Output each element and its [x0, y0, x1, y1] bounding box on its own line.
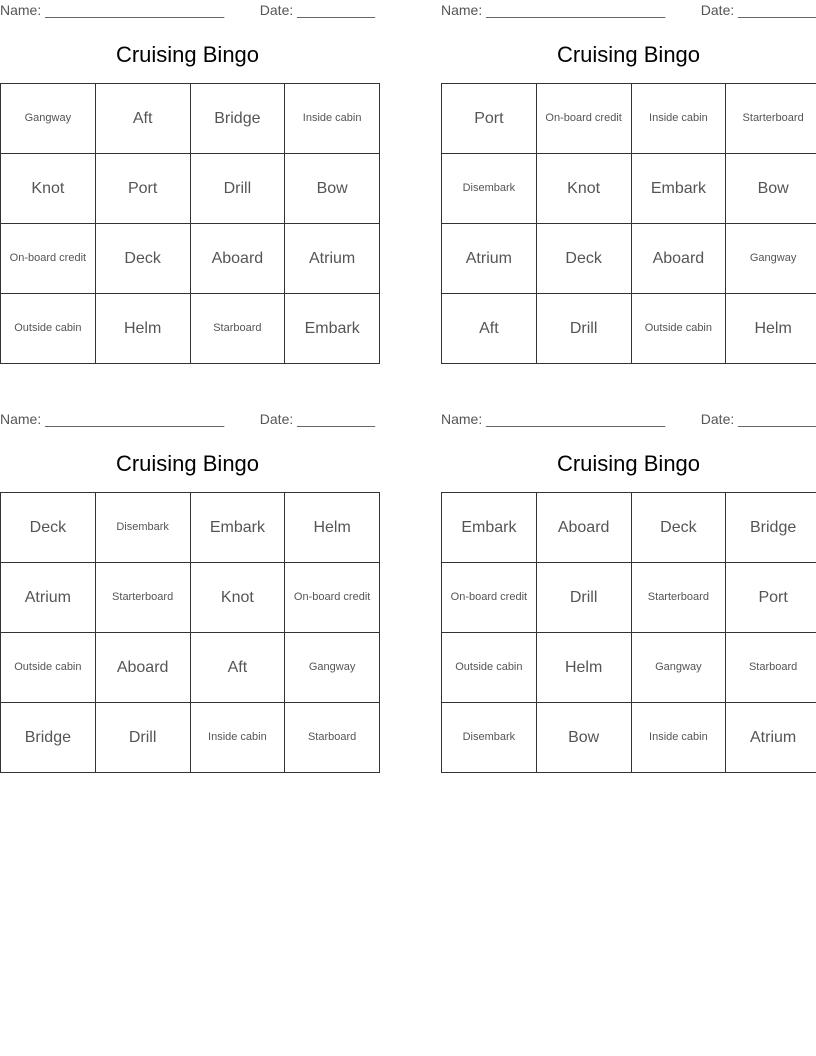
card-title: Cruising Bingo: [115, 42, 260, 67]
bingo-cell: Port: [95, 154, 190, 224]
bingo-cell: Knot: [1, 154, 96, 224]
grid-row: [442, 154, 816, 224]
bingo-cell: Gangway: [631, 633, 726, 703]
bingo-cell: Aft: [190, 633, 285, 703]
bingo-cell: Port: [726, 563, 816, 633]
card-title: Cruising Bingo: [115, 451, 260, 476]
name-field-label: Name: _______________________: [441, 411, 666, 427]
bingo-cell: Deck: [1, 493, 96, 563]
bingo-cell: Drill: [536, 294, 631, 364]
bingo-cell: Starboard: [285, 703, 380, 773]
bingo-cell: On-board credit: [285, 563, 380, 633]
name-field-label: Name: _______________________: [0, 411, 225, 427]
bingo-cell: Starboard: [726, 633, 816, 703]
bingo-cell: Inside cabin: [631, 84, 726, 154]
bingo-cell: Outside cabin: [1, 294, 96, 364]
grid-row: [1, 224, 380, 294]
bingo-cell: Aboard: [95, 633, 190, 703]
bingo-grid: [0, 83, 380, 364]
grid-row: [442, 224, 816, 294]
bingo-cell: Knot: [190, 563, 285, 633]
bingo-cell: Deck: [631, 493, 726, 563]
date-field-label: Date: __________: [259, 411, 375, 427]
bingo-cell: Inside cabin: [631, 703, 726, 773]
bingo-grid: [441, 83, 816, 364]
bingo-card-2: [441, 0, 816, 365]
name-field-label: Name: _______________________: [0, 2, 225, 18]
grid-row: [1, 493, 380, 563]
bingo-card-4: [441, 409, 816, 774]
bingo-cell: Atrium: [1, 563, 96, 633]
bingo-cell: Inside cabin: [285, 84, 380, 154]
grid-row: [1, 154, 380, 224]
date-field-label: Date: __________: [700, 411, 816, 427]
bingo-cell: Deck: [95, 224, 190, 294]
bingo-cell: Outside cabin: [1, 633, 96, 703]
bingo-cell: Atrium: [726, 703, 816, 773]
bingo-cell: Bow: [285, 154, 380, 224]
bingo-cell: Aboard: [190, 224, 285, 294]
bingo-cell: Deck: [536, 224, 631, 294]
bingo-card-1: [0, 0, 375, 365]
bingo-cell: Outside cabin: [631, 294, 726, 364]
bingo-cell: Drill: [536, 563, 631, 633]
bingo-cell: Helm: [726, 294, 816, 364]
bingo-cell: Knot: [536, 154, 631, 224]
grid-row: [1, 84, 380, 154]
grid-row: [1, 563, 380, 633]
bingo-cell: Starterboard: [631, 563, 726, 633]
bingo-cell: Drill: [95, 703, 190, 773]
bingo-cell: Inside cabin: [190, 703, 285, 773]
bingo-cell: Drill: [190, 154, 285, 224]
bingo-cell: Aboard: [536, 493, 631, 563]
bingo-cell: Disembark: [442, 703, 537, 773]
bingo-cell: On-board credit: [1, 224, 96, 294]
bingo-cell: Starterboard: [726, 84, 816, 154]
bingo-cell: Atrium: [285, 224, 380, 294]
bingo-cell: Outside cabin: [442, 633, 537, 703]
bingo-cell: Embark: [442, 493, 537, 563]
bingo-card-3: [0, 409, 375, 774]
bingo-cell: Bow: [726, 154, 816, 224]
bingo-grid: [441, 492, 816, 773]
grid-row: [1, 633, 380, 703]
grid-row: [442, 84, 816, 154]
bingo-cell: Bow: [536, 703, 631, 773]
bingo-cell: Disembark: [95, 493, 190, 563]
grid-row: [442, 563, 816, 633]
bingo-cell: Gangway: [285, 633, 380, 703]
grid-row: [442, 633, 816, 703]
bingo-cell: Bridge: [1, 703, 96, 773]
bingo-cell: Helm: [285, 493, 380, 563]
bingo-cell: Port: [442, 84, 537, 154]
bingo-cell: Aft: [442, 294, 537, 364]
bingo-cell: On-board credit: [536, 84, 631, 154]
bingo-cell: Starterboard: [95, 563, 190, 633]
grid-row: [1, 294, 380, 364]
bingo-cell: Embark: [190, 493, 285, 563]
bingo-cell: Helm: [536, 633, 631, 703]
grid-row: [442, 493, 816, 563]
card-title: Cruising Bingo: [556, 451, 701, 476]
grid-row: [442, 294, 816, 364]
bingo-cell: Aboard: [631, 224, 726, 294]
grid-row: [1, 703, 380, 773]
bingo-cell: Atrium: [442, 224, 537, 294]
grid-row: [442, 703, 816, 773]
bingo-cell: Gangway: [1, 84, 96, 154]
date-field-label: Date: __________: [700, 2, 816, 18]
bingo-cell: Starboard: [190, 294, 285, 364]
bingo-cell: Aft: [95, 84, 190, 154]
date-field-label: Date: __________: [259, 2, 375, 18]
bingo-cell: Gangway: [726, 224, 816, 294]
bingo-cell: Helm: [95, 294, 190, 364]
card-title: Cruising Bingo: [556, 42, 701, 67]
bingo-cell: Bridge: [190, 84, 285, 154]
bingo-cell: Bridge: [726, 493, 816, 563]
bingo-grid: [0, 492, 380, 773]
bingo-cell: On-board credit: [442, 563, 537, 633]
bingo-cell: Embark: [285, 294, 380, 364]
name-field-label: Name: _______________________: [441, 2, 666, 18]
bingo-cell: Disembark: [442, 154, 537, 224]
bingo-cell: Embark: [631, 154, 726, 224]
